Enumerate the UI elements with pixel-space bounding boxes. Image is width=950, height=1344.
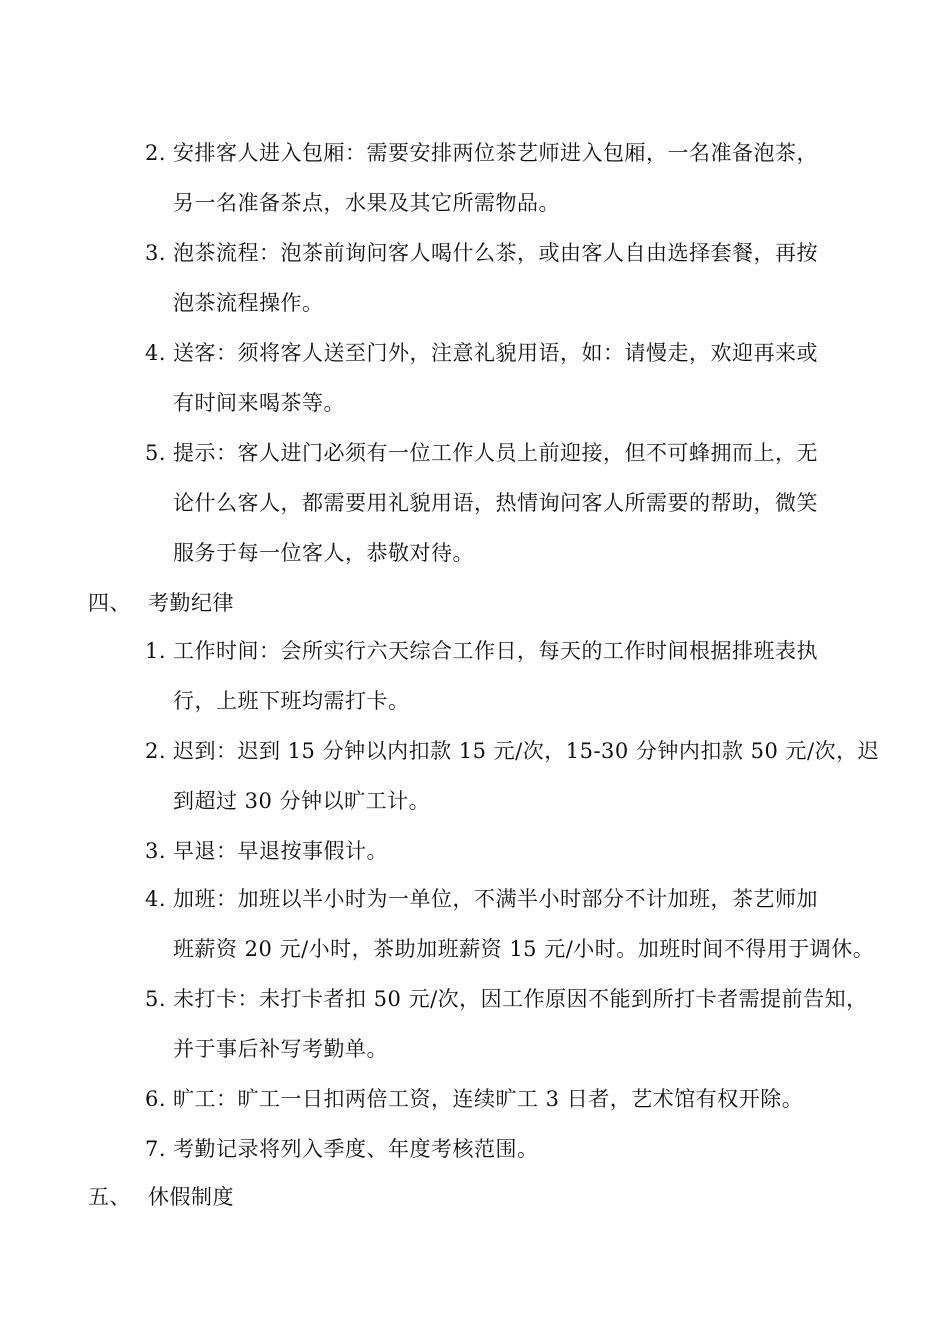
list-item-5-line-3 <box>173 539 474 567</box>
attendance-item-1-line-2 <box>173 687 410 715</box>
list-item-text: 泡茶流程：泡茶前询问客人喝什么茶，或由客人自由选择套餐，再按 <box>173 241 818 265</box>
list-item-text: 迟到：迟到 15 分钟以内扣款 15 元/次，15-30 分钟内扣款 50 元/次，迟 <box>173 739 880 763</box>
section-title: 考勤纪律 <box>148 591 234 615</box>
list-item-number: 5. <box>145 987 167 1011</box>
section-heading-4 <box>88 589 234 617</box>
list-item-4-line-2 <box>173 389 345 417</box>
section-title: 休假制度 <box>148 1185 234 1209</box>
list-item-text: 考勤记录将列入季度、年度考核范围。 <box>173 1137 539 1161</box>
list-item-text: 安排客人进入包厢：需要安排两位茶艺师进入包厢，一名准备泡茶， <box>173 141 818 165</box>
attendance-item-7-line-1 <box>145 1135 539 1163</box>
list-item-text: 另一名准备茶点，水果及其它所需物品。 <box>173 191 560 215</box>
list-item-2-line-1 <box>145 139 818 167</box>
list-item-text: 有时间来喝茶等。 <box>173 391 345 415</box>
list-item-number: 4. <box>145 887 167 911</box>
list-item-text: 加班：加班以半小时为一单位，不满半小时部分不计加班，茶艺师加 <box>173 887 818 911</box>
attendance-item-2-line-1 <box>145 737 879 765</box>
list-item-5-line-2 <box>173 489 818 517</box>
list-item-text: 到超过 30 分钟以旷工计。 <box>173 789 431 813</box>
list-item-text: 未打卡：未打卡者扣 50 元/次，因工作原因不能到所打卡者需提前告知， <box>173 987 868 1011</box>
list-item-text: 并于事后补写考勤单。 <box>173 1037 388 1061</box>
list-item-number: 4. <box>145 341 167 365</box>
attendance-item-4-line-2 <box>173 935 874 963</box>
list-item-text: 工作时间：会所实行六天综合工作日，每天的工作时间根据排班表执 <box>173 639 818 663</box>
list-item-text: 班薪资 20 元/小时，茶助加班薪资 15 元/小时。加班时间不得用于调休。 <box>173 937 875 961</box>
list-item-text: 论什么客人，都需要用礼貌用语，热情询问客人所需要的帮助，微笑 <box>173 491 818 515</box>
section-number: 五、 <box>88 1185 131 1209</box>
attendance-item-1-line-1 <box>145 637 818 665</box>
list-item-text: 旷工：旷工一日扣两倍工资，连续旷工 3 日者，艺术馆有权开除。 <box>173 1087 804 1111</box>
attendance-item-5-line-1 <box>145 985 868 1013</box>
list-item-3-line-2 <box>173 289 324 317</box>
list-item-number: 3. <box>145 241 167 265</box>
list-item-5-line-1 <box>145 439 818 467</box>
list-item-number: 2. <box>145 141 167 165</box>
list-item-3-line-1 <box>145 239 818 267</box>
list-item-number: 7. <box>145 1137 167 1161</box>
attendance-item-6-line-1 <box>145 1085 803 1113</box>
list-item-text: 提示：客人进门必须有一位工作人员上前迎接，但不可蜂拥而上，无 <box>173 441 818 465</box>
list-item-number: 3. <box>145 839 167 863</box>
attendance-item-3-line-1 <box>145 837 388 865</box>
list-item-number: 2. <box>145 739 167 763</box>
list-item-text: 早退：早退按事假计。 <box>173 839 388 863</box>
list-item-text: 行，上班下班均需打卡。 <box>173 689 410 713</box>
attendance-item-2-line-2 <box>173 787 430 815</box>
list-item-number: 6. <box>145 1087 167 1111</box>
list-item-number: 1. <box>145 639 167 663</box>
list-item-text: 服务于每一位客人，恭敬对待。 <box>173 541 474 565</box>
section-heading-5 <box>88 1183 234 1211</box>
list-item-2-line-2 <box>173 189 560 217</box>
list-item-number: 5. <box>145 441 167 465</box>
attendance-item-5-line-2 <box>173 1035 388 1063</box>
list-item-text: 泡茶流程操作。 <box>173 291 324 315</box>
attendance-item-4-line-1 <box>145 885 818 913</box>
list-item-text: 送客：须将客人送至门外，注意礼貌用语，如：请慢走，欢迎再来或 <box>173 341 818 365</box>
section-number: 四、 <box>88 591 131 615</box>
list-item-4-line-1 <box>145 339 818 367</box>
